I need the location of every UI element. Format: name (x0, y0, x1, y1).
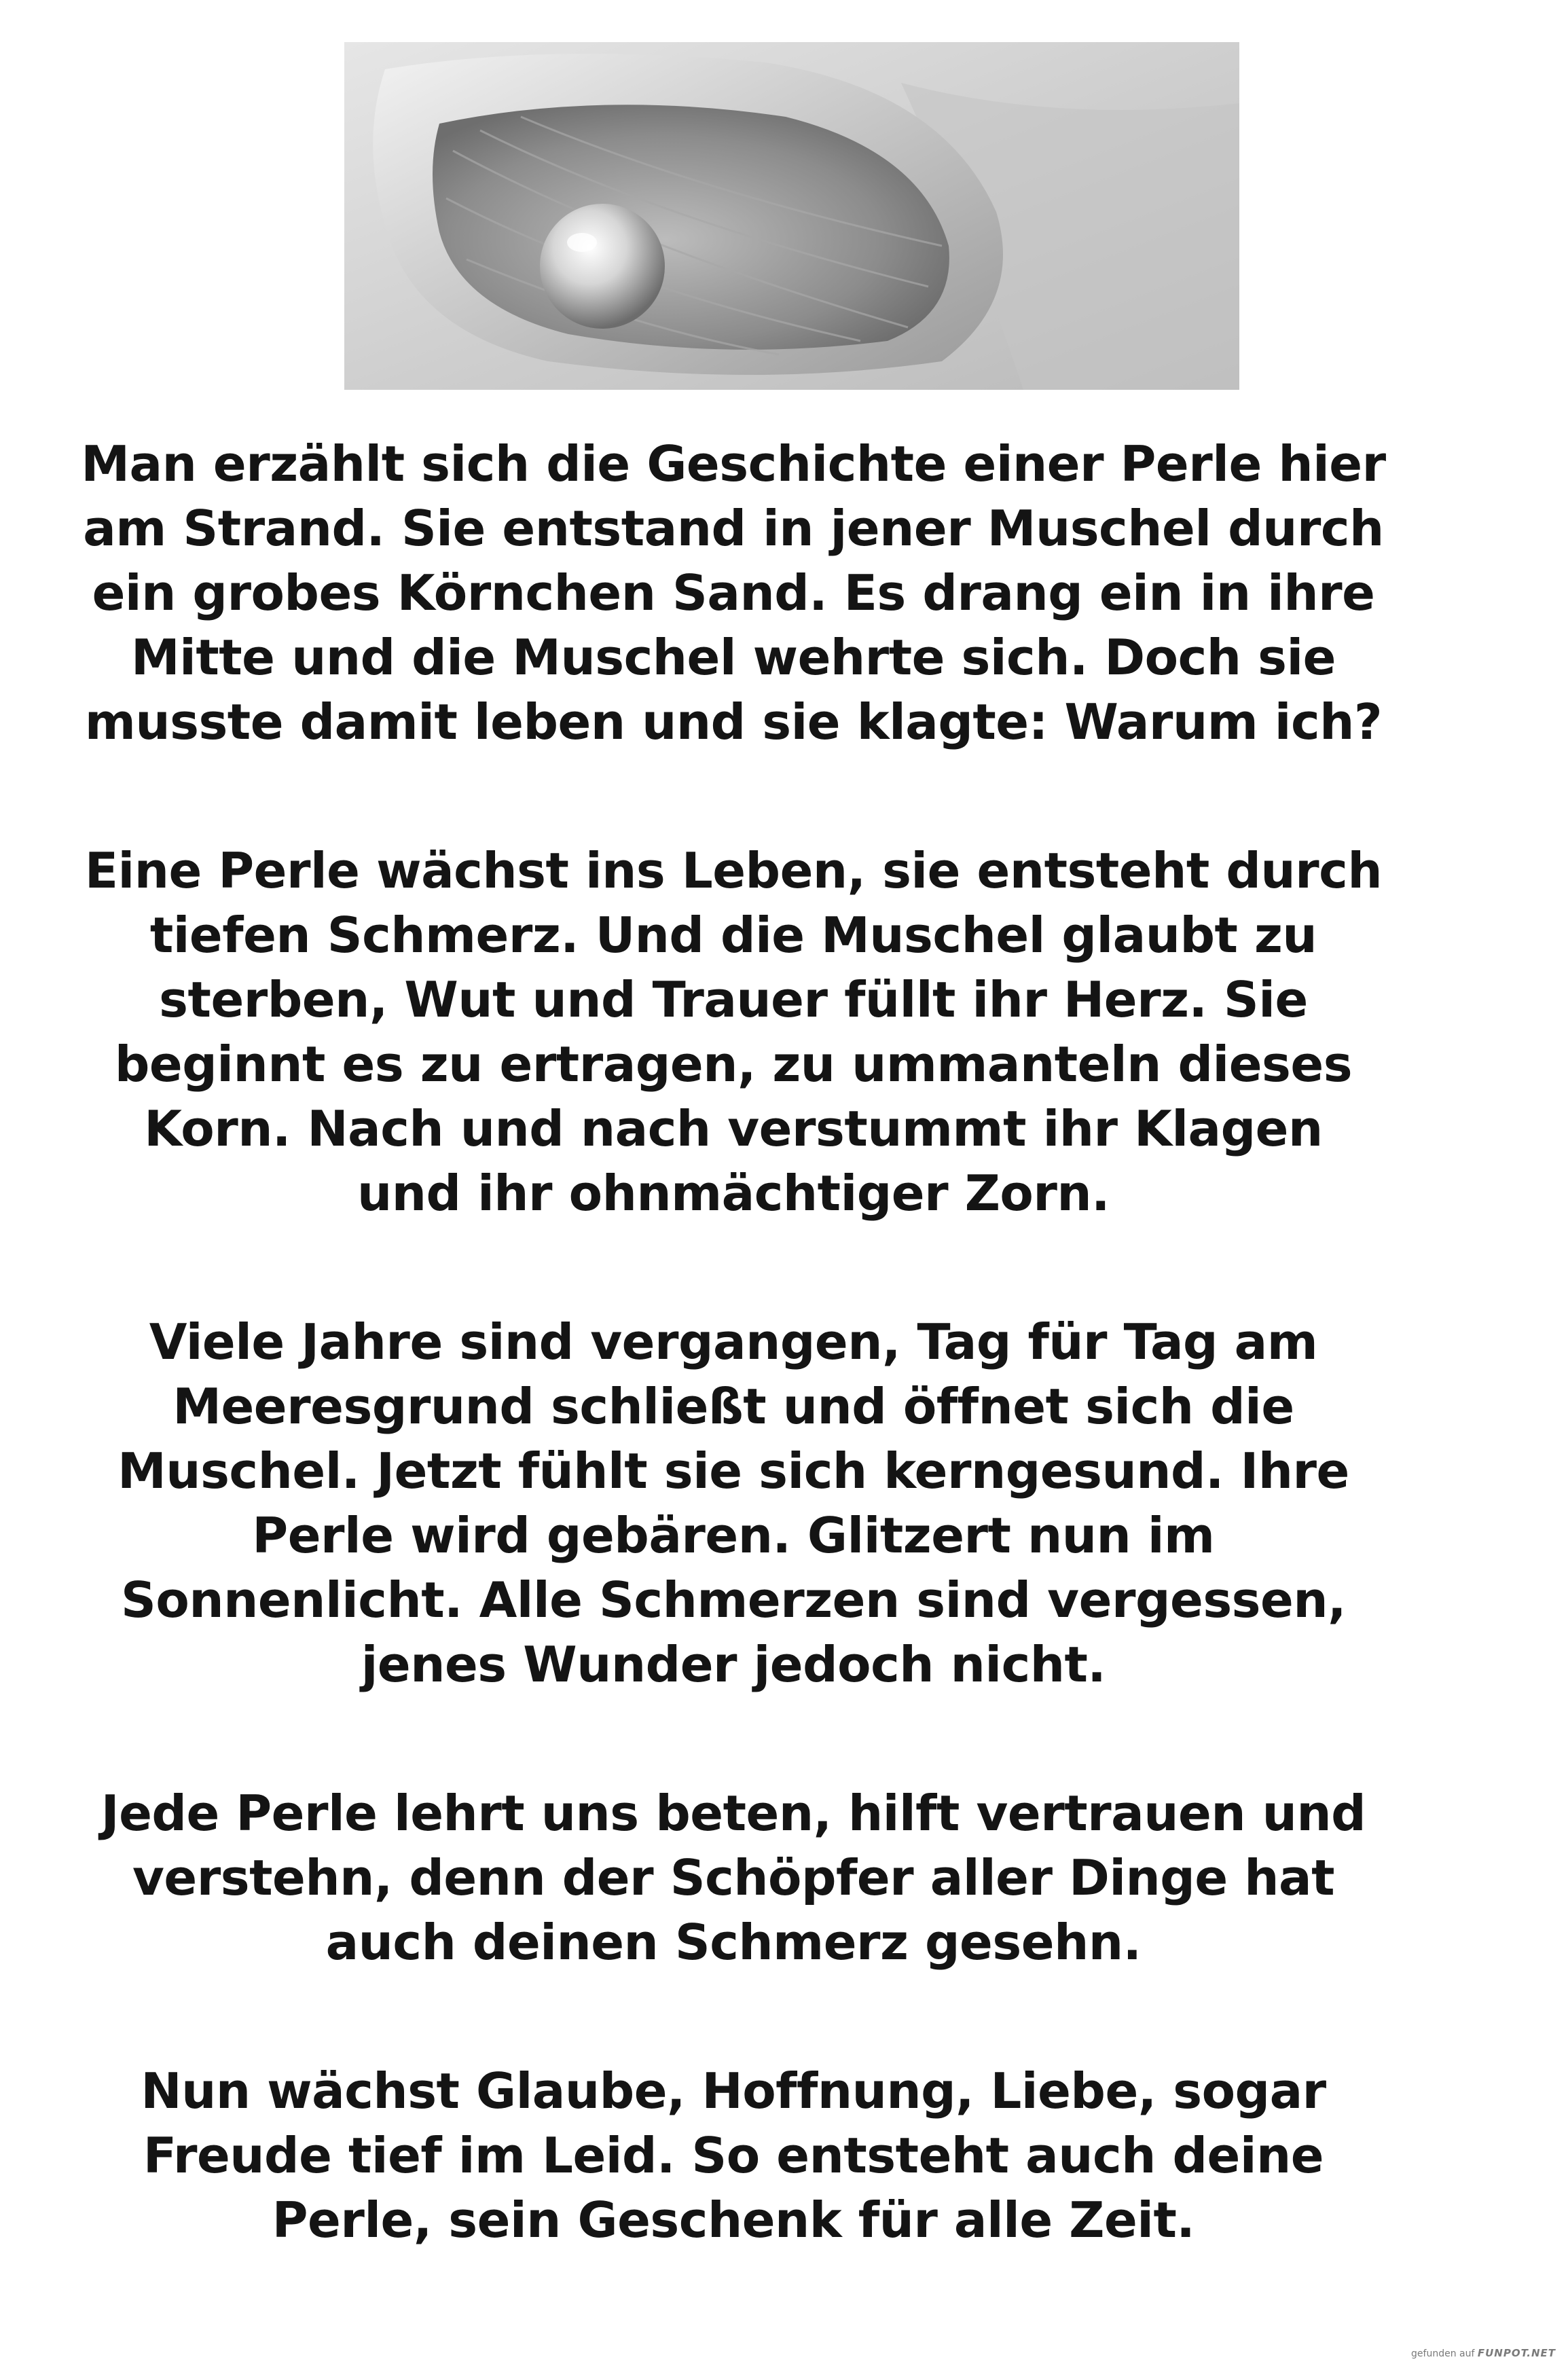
poem-line: Jede Perle lehrt uns beten, hilft vertrauen und (101, 1785, 1366, 1842)
stanza-5 (54, 2059, 1412, 2253)
poem-line: Sonnenlicht. Alle Schmerzen sind vergessen, (121, 1571, 1346, 1628)
poem-line: jenes Wunder jedoch nicht. (361, 1636, 1106, 1693)
poem-line: Freude tief im Leid. So entsteht auch deine (143, 2127, 1324, 2184)
stanza-3 (54, 1310, 1412, 1697)
poem-line: sterben, Wut und Trauer füllt ihr Herz. Sie (159, 971, 1308, 1028)
poem-line: Mitte und die Muschel wehrte sich. Doch sie (131, 629, 1336, 686)
stanza-4 (54, 1781, 1412, 1975)
poem-line: am Strand. Sie entstand in jener Muschel durch (83, 500, 1384, 557)
stanza-1 (54, 432, 1412, 754)
poem-line: ein grobes Körnchen Sand. Es drang ein in ihre (92, 564, 1375, 621)
poem-line: Muschel. Jetzt fühlt sie sich kerngesund. Ihre (117, 1442, 1349, 1499)
poem-line: verstehn, denn der Schöpfer aller Dinge hat (132, 1849, 1334, 1906)
poem-line: auch deinen Schmerz gesehn. (325, 1914, 1142, 1971)
poem-line: Perle, sein Geschenk für alle Zeit. (272, 2191, 1195, 2249)
pearl-shell-image (344, 42, 1239, 390)
poem-line: Perle wird gebären. Glitzert nun im (252, 1507, 1215, 1564)
watermark-brand: FUNPOT.NET (1477, 2347, 1556, 2359)
pearl-in-shell-icon (344, 42, 1239, 390)
poem-line: Nun wächst Glaube, Hoffnung, Liebe, sogar (141, 2062, 1326, 2119)
poem-line: und ihr ohnmächtiger Zorn. (357, 1165, 1110, 1222)
poem-line: beginnt es zu ertragen, zu ummanteln dieses (114, 1036, 1353, 1093)
watermark-prefix: gefunden auf (1411, 2348, 1475, 2359)
poem-line: Man erzählt sich die Geschichte einer Perle hier (81, 435, 1386, 492)
poem-line: Meeresgrund schließt und öffnet sich die (172, 1378, 1294, 1435)
watermark (1411, 2347, 1556, 2359)
stanza-2 (54, 839, 1412, 1226)
poem (54, 432, 1412, 2337)
poem-line: Korn. Nach und nach verstummt ihr Klagen (144, 1100, 1323, 1157)
poem-line: musste damit leben und sie klagte: Warum ich? (84, 693, 1383, 750)
poem-line: Viele Jahre sind vergangen, Tag für Tag am (149, 1313, 1318, 1370)
poem-line: tiefen Schmerz. Und die Muschel glaubt zu (149, 907, 1317, 964)
poem-line: Eine Perle wächst ins Leben, sie entsteht durch (84, 842, 1383, 899)
